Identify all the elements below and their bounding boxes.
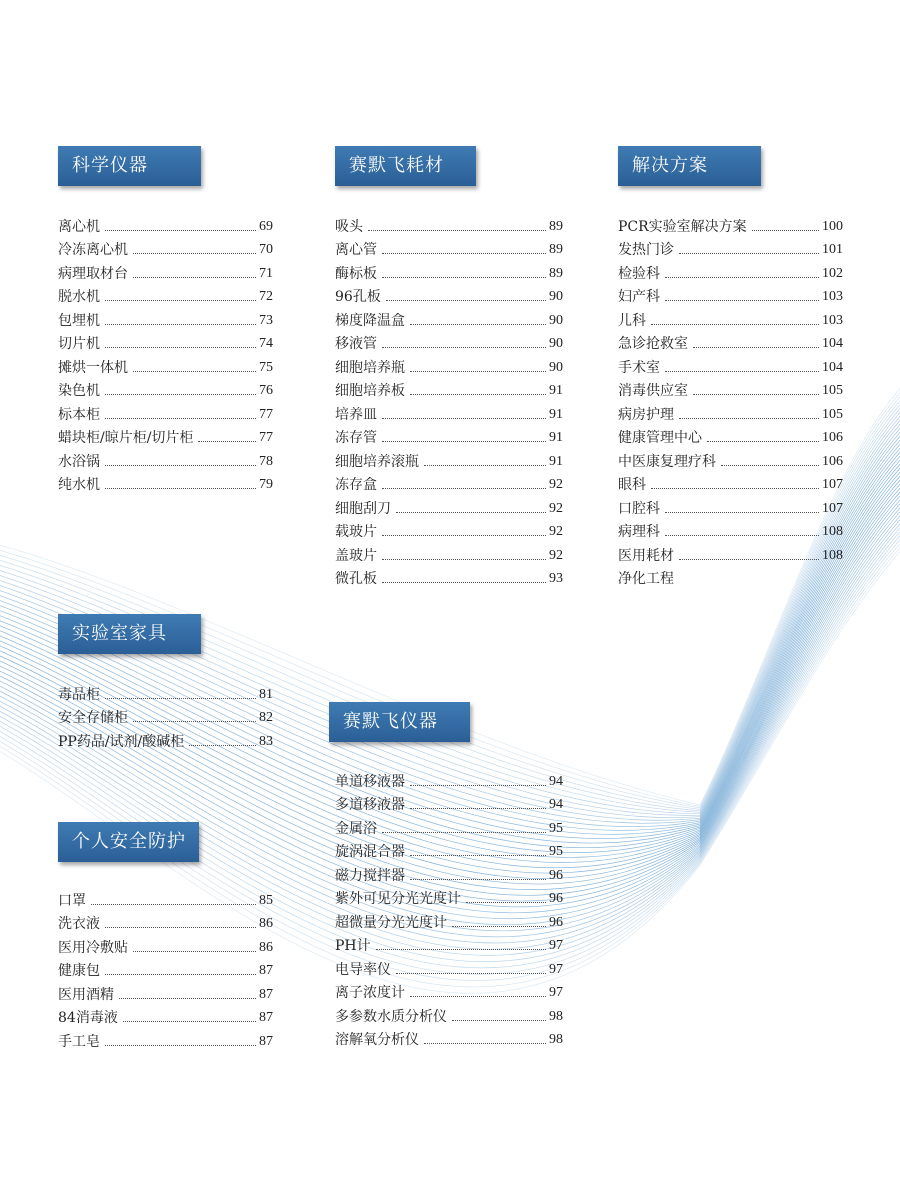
dot-leader: [679, 418, 819, 419]
toc-entry-page-number: 97: [549, 985, 563, 1000]
section-header-lab-furniture: 实验室家具: [58, 614, 201, 654]
toc-entry: [58, 910, 273, 934]
dot-leader: [410, 855, 546, 856]
dot-leader: [410, 371, 546, 372]
toc-entry: [618, 471, 843, 495]
toc-entry-title: 摊烘一体机: [58, 359, 128, 376]
dot-leader: [424, 465, 546, 466]
dot-leader: [665, 277, 819, 278]
toc-entry-title: 毒品柜: [58, 686, 100, 703]
toc-entry: [58, 471, 273, 495]
toc-entry-title: 单道移液器: [335, 773, 405, 790]
toc-entry-title: PH计: [335, 938, 371, 954]
toc-entry: [335, 259, 563, 283]
toc-entry-page-number: 77: [259, 406, 273, 422]
toc-entry-page-number: 101: [822, 242, 843, 257]
toc-entry-page-number: 86: [259, 916, 273, 931]
toc-entry: [618, 236, 843, 260]
toc-entry-page-number: 90: [549, 289, 563, 304]
toc-entry: [58, 886, 273, 910]
toc-entry: [618, 306, 843, 330]
toc-entry-title: 医用冷敷贴: [58, 939, 128, 956]
toc-entry-title: 微孔板: [335, 571, 377, 587]
dot-leader: [665, 300, 819, 301]
toc-entry-page-number: 94: [549, 797, 563, 812]
toc-entry: [618, 212, 843, 236]
toc-entry: [335, 377, 563, 401]
toc-entry-title: 水浴锅: [58, 453, 100, 470]
toc-entry: [58, 400, 273, 424]
dot-leader: [105, 488, 256, 489]
dot-leader: [651, 324, 819, 325]
toc-entry: [618, 518, 843, 542]
toc-entry-title: 离心管: [335, 242, 377, 258]
toc-entry-page-number: 96: [549, 867, 563, 883]
dot-leader: [189, 745, 256, 746]
toc-entry-title: 细胞培养瓶: [335, 359, 405, 376]
toc-entry-page-number: 104: [822, 336, 843, 351]
toc-entry-page-number: 106: [822, 453, 843, 469]
toc-entry: [335, 424, 563, 448]
toc-entry-title: 培养皿: [335, 406, 377, 423]
toc-entry: [335, 518, 563, 542]
dot-leader: [665, 371, 819, 372]
toc-entry: [335, 212, 563, 236]
toc-entry-title: 旋涡混合器: [335, 844, 405, 860]
toc-entry-title: 健康管理中心: [618, 430, 702, 446]
toc-entry-page-number: 105: [822, 383, 843, 398]
toc-entry-page-number: 95: [549, 820, 563, 836]
toc-entry-page-number: 75: [259, 359, 273, 375]
dot-leader: [410, 996, 546, 997]
toc-entry: [335, 353, 563, 377]
toc-entry-page-number: 92: [549, 524, 563, 539]
dot-leader: [123, 1021, 256, 1022]
toc-entry-title: 多参数水质分析仪: [335, 1008, 447, 1025]
toc-entry-page-number: 82: [259, 710, 273, 725]
dot-leader: [105, 347, 256, 348]
toc-entry: [335, 283, 563, 307]
toc-entry-title: 冻存盒: [335, 477, 377, 493]
toc-entry-page-number: 97: [549, 938, 563, 953]
toc-entry: [58, 680, 273, 704]
toc-entry-title: 酶标板: [335, 265, 377, 282]
toc-entry-title: 细胞刮刀: [335, 500, 391, 517]
toc-entry-title: 超微量分光光度计: [335, 914, 447, 931]
toc-entry: [58, 236, 273, 260]
dot-leader: [105, 324, 256, 325]
toc-entry-title: 细胞培养板: [335, 383, 405, 399]
toc-entry-page-number: 72: [259, 289, 273, 304]
toc-entry-page-number: 91: [549, 453, 563, 469]
toc-entry: [335, 236, 563, 260]
toc-entry-page-number: 92: [549, 477, 563, 492]
toc-list-lab-furniture: [58, 680, 273, 751]
toc-entry: [335, 814, 563, 838]
toc-entry-title: 标本柜: [58, 406, 100, 423]
dot-leader: [721, 465, 819, 466]
toc-entry-page-number: 106: [822, 430, 843, 445]
toc-entry-title: 医用耗材: [618, 547, 674, 564]
toc-entry-title: 紫外可见分光光度计: [335, 891, 461, 907]
toc-entry-page-number: 107: [822, 477, 843, 492]
toc-entry-title: 冷冻离心机: [58, 242, 128, 258]
dot-leader: [410, 808, 546, 809]
dot-leader: [382, 488, 546, 489]
toc-entry-title: 净化工程: [618, 571, 674, 587]
toc-entry: [58, 353, 273, 377]
toc-entry-title: 离心机: [58, 218, 100, 235]
toc-entry-page-number: 104: [822, 359, 843, 375]
toc-entry-page-number: 90: [549, 359, 563, 375]
toc-entry-page-number: 73: [259, 312, 273, 328]
toc-entry: [335, 541, 563, 565]
toc-entry: [618, 424, 843, 448]
toc-entry: [58, 377, 273, 401]
toc-entry: [335, 791, 563, 815]
toc-entry: [58, 306, 273, 330]
toc-entry: [335, 908, 563, 932]
toc-entry-page-number: 108: [822, 547, 843, 563]
toc-list-solutions: [618, 212, 843, 588]
toc-entry-page-number: 69: [259, 218, 273, 234]
toc-entry-page-number: 83: [259, 733, 273, 749]
dot-leader: [452, 926, 546, 927]
dot-leader: [133, 277, 256, 278]
dot-leader: [382, 347, 546, 348]
toc-entry-page-number: 92: [549, 547, 563, 563]
section-header-thermo-consumables: 赛默飞耗材: [335, 146, 476, 186]
toc-entry-page-number: 89: [549, 242, 563, 257]
toc-entry-title: 金属浴: [335, 820, 377, 837]
toc-entry-page-number: 96: [549, 914, 563, 930]
toc-entry-title: 溶解氧分析仪: [335, 1032, 419, 1048]
toc-entry: [58, 447, 273, 471]
dot-leader: [133, 253, 256, 254]
section-header-thermo-instruments: 赛默飞仪器: [329, 702, 470, 742]
toc-entry-page-number: 91: [549, 430, 563, 445]
toc-entry-title: 梯度降温盒: [335, 312, 405, 329]
toc-entry: [58, 957, 273, 981]
toc-entry-title: 蜡块柜/晾片柜/切片柜: [58, 430, 194, 446]
toc-entry-title: PP药品/试剂/酸碱柜: [58, 733, 185, 750]
toc-entry-title: 健康包: [58, 963, 100, 979]
toc-list-personal-protection: [58, 886, 273, 1051]
toc-entry-page-number: 74: [259, 336, 273, 351]
toc-entry-page-number: 78: [259, 453, 273, 469]
toc-entry-title: 84消毒液: [58, 1010, 118, 1026]
toc-entry-title: 儿科: [618, 312, 646, 329]
toc-entry-page-number: 95: [549, 844, 563, 859]
toc-entry: [618, 283, 843, 307]
toc-entry-title: 中医康复理疗科: [618, 453, 716, 470]
toc-entry: [58, 283, 273, 307]
toc-entry-title: 检验科: [618, 265, 660, 282]
toc-entry-page-number: 103: [822, 312, 843, 328]
dot-leader: [376, 949, 546, 950]
toc-entry: [335, 979, 563, 1003]
toc-entry-title: 消毒供应室: [618, 383, 688, 399]
toc-entry: [618, 565, 843, 589]
toc-entry-title: 安全存储柜: [58, 710, 128, 726]
toc-list-thermo-consumables: [335, 212, 563, 588]
section-header-solutions: 解决方案: [618, 146, 761, 186]
toc-entry-page-number: 90: [549, 312, 563, 328]
dot-leader: [91, 904, 256, 905]
dot-leader: [382, 582, 546, 583]
dot-leader: [105, 1045, 256, 1046]
dot-leader: [382, 253, 546, 254]
toc-entry-page-number: 87: [259, 963, 273, 978]
toc-entry-title: 口罩: [58, 892, 86, 909]
toc-entry: [58, 1004, 273, 1028]
toc-entry: [618, 259, 843, 283]
toc-entry-title: 病房护理: [618, 406, 674, 423]
toc-entry-title: PCR实验室解决方案: [618, 218, 747, 235]
dot-leader: [693, 394, 819, 395]
toc-entry-title: 载玻片: [335, 524, 377, 540]
dot-leader: [386, 300, 546, 301]
toc-entry-page-number: 77: [259, 430, 273, 445]
toc-entry: [618, 377, 843, 401]
section-header-scientific-instruments: 科学仪器: [58, 146, 201, 186]
toc-entry-title: 染色机: [58, 383, 100, 399]
toc-entry-title: 妇产科: [618, 289, 660, 305]
toc-entry-title: 急诊抢救室: [618, 336, 688, 352]
toc-entry-page-number: 70: [259, 242, 273, 257]
dot-leader: [396, 973, 546, 974]
toc-entry-title: 电导率仪: [335, 961, 391, 978]
toc-list-thermo-instruments: [335, 767, 563, 1049]
toc-entry-page-number: 96: [549, 891, 563, 906]
toc-entry-title: 多道移液器: [335, 797, 405, 813]
toc-entry-page-number: 90: [549, 336, 563, 351]
toc-entry: [335, 1002, 563, 1026]
section-header-personal-protection: 个人安全防护: [58, 822, 199, 862]
toc-entry-page-number: 94: [549, 773, 563, 789]
dot-leader: [693, 347, 819, 348]
toc-entry-page-number: 76: [259, 383, 273, 398]
toc-entry: [335, 1026, 563, 1050]
dot-leader: [410, 324, 546, 325]
toc-entry-page-number: 98: [549, 1008, 563, 1024]
toc-entry-title: 离子浓度计: [335, 985, 405, 1001]
toc-entry-page-number: 100: [822, 218, 843, 234]
dot-leader: [665, 512, 819, 513]
dot-leader: [410, 879, 546, 880]
dot-leader: [382, 418, 546, 419]
toc-entry-page-number: 87: [259, 986, 273, 1002]
dot-leader: [452, 1020, 546, 1021]
dot-leader: [133, 721, 256, 722]
toc-entry: [335, 306, 563, 330]
dot-leader: [410, 785, 546, 786]
toc-entry: [618, 400, 843, 424]
dot-leader: [105, 698, 256, 699]
toc-entry-title: 切片机: [58, 336, 100, 352]
toc-entry: [58, 727, 273, 751]
toc-entry: [335, 932, 563, 956]
dot-leader: [133, 951, 256, 952]
dot-leader: [665, 535, 819, 536]
toc-entry: [335, 767, 563, 791]
dot-leader: [105, 230, 256, 231]
toc-entry-title: 医用酒精: [58, 986, 114, 1003]
toc-entry-page-number: 103: [822, 289, 843, 304]
toc-entry-page-number: 105: [822, 406, 843, 422]
dot-leader: [382, 832, 546, 833]
toc-entry-page-number: 92: [549, 500, 563, 516]
toc-entry-title: 发热门诊: [618, 242, 674, 258]
dot-leader: [382, 535, 546, 536]
toc-entry: [618, 353, 843, 377]
toc-entry: [618, 447, 843, 471]
dot-leader: [105, 300, 256, 301]
dot-leader: [198, 441, 256, 442]
toc-entry-title: 病理取材台: [58, 265, 128, 282]
dot-leader: [105, 927, 256, 928]
toc-entry: [335, 885, 563, 909]
toc-entry-title: 病理科: [618, 524, 660, 540]
dot-leader: [424, 1043, 546, 1044]
toc-entry-page-number: 108: [822, 524, 843, 539]
toc-entry: [335, 494, 563, 518]
toc-entry: [335, 471, 563, 495]
dot-leader: [105, 418, 256, 419]
toc-entry: [335, 565, 563, 589]
dot-leader: [707, 441, 819, 442]
dot-leader: [382, 441, 546, 442]
toc-entry-page-number: 81: [259, 686, 273, 702]
toc-entry-title: 脱水机: [58, 289, 100, 305]
dot-leader: [368, 230, 546, 231]
toc-entry: [335, 861, 563, 885]
toc-entry-page-number: 93: [549, 571, 563, 586]
toc-entry: [58, 424, 273, 448]
toc-entry: [335, 838, 563, 862]
dot-leader: [133, 371, 256, 372]
toc-entry-page-number: 71: [259, 265, 273, 281]
toc-entry-title: 眼科: [618, 477, 646, 493]
toc-entry: [335, 447, 563, 471]
toc-entry-title: 手工皂: [58, 1033, 100, 1050]
toc-entry-page-number: 89: [549, 218, 563, 234]
toc-entry-title: 包埋机: [58, 312, 100, 329]
toc-entry-title: 磁力搅拌器: [335, 867, 405, 884]
dot-leader: [679, 559, 819, 560]
toc-entry: [618, 494, 843, 518]
toc-entry: [58, 1027, 273, 1051]
toc-entry-page-number: 102: [822, 265, 843, 281]
toc-entry: [58, 212, 273, 236]
toc-entry-title: 口腔科: [618, 500, 660, 517]
toc-entry-page-number: 87: [259, 1033, 273, 1049]
toc-entry-page-number: 107: [822, 500, 843, 516]
toc-entry: [58, 330, 273, 354]
dot-leader: [410, 394, 546, 395]
toc-entry-page-number: 91: [549, 383, 563, 398]
toc-entry-page-number: 79: [259, 477, 273, 492]
dot-leader: [752, 230, 819, 231]
toc-entry: [335, 330, 563, 354]
toc-entry: [58, 933, 273, 957]
toc-entry-title: 移液管: [335, 336, 377, 352]
dot-leader: [382, 559, 546, 560]
toc-entry: [618, 330, 843, 354]
toc-entry-title: 盖玻片: [335, 547, 377, 564]
dot-leader: [651, 488, 819, 489]
toc-entry-page-number: 89: [549, 265, 563, 281]
dot-leader: [119, 998, 256, 999]
dot-leader: [105, 974, 256, 975]
toc-entry: [335, 955, 563, 979]
toc-entry-page-number: 97: [549, 961, 563, 977]
toc-entry: [618, 541, 843, 565]
toc-entry-page-number: 98: [549, 1032, 563, 1047]
toc-entry-page-number: 86: [259, 939, 273, 955]
toc-list-scientific-instruments: [58, 212, 273, 494]
toc-entry-title: 冻存管: [335, 430, 377, 446]
toc-entry-page-number: 85: [259, 892, 273, 908]
toc-entry: [335, 400, 563, 424]
toc-entry-title: 吸头: [335, 218, 363, 235]
dot-leader: [679, 253, 819, 254]
toc-entry-page-number: 91: [549, 406, 563, 422]
toc-entry-page-number: 87: [259, 1010, 273, 1025]
dot-leader: [466, 902, 546, 903]
toc-entry: [58, 980, 273, 1004]
dot-leader: [105, 394, 256, 395]
dot-leader: [105, 465, 256, 466]
toc-entry-title: 细胞培养滚瓶: [335, 453, 419, 470]
toc-entry-title: 洗衣液: [58, 916, 100, 932]
toc-entry-title: 纯水机: [58, 477, 100, 493]
toc-entry-title: 手术室: [618, 359, 660, 376]
dot-leader: [382, 277, 546, 278]
dot-leader: [396, 512, 546, 513]
toc-entry: [58, 704, 273, 728]
toc-entry-title: 96孔板: [335, 289, 381, 305]
toc-entry: [58, 259, 273, 283]
